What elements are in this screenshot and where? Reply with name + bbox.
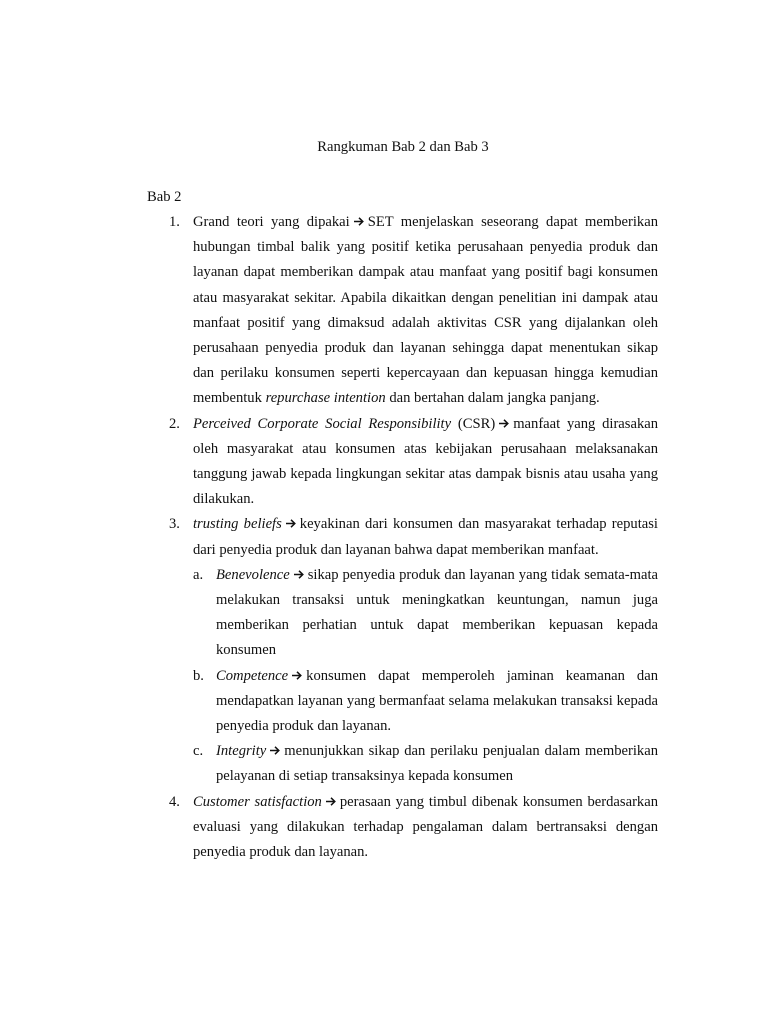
sub-item-paragraph bbox=[216, 563, 658, 664]
arrow-right-icon bbox=[292, 671, 302, 680]
sub-item-paragraph bbox=[216, 664, 658, 740]
item-term: Perceived Corporate Social Responsibility bbox=[193, 415, 452, 432]
item-paragraph bbox=[193, 412, 658, 513]
list-item bbox=[147, 512, 658, 789]
arrow-right-icon bbox=[499, 419, 509, 428]
item-description-end: dan bertahan dalam jangka panjang. bbox=[389, 390, 600, 407]
sub-list bbox=[193, 563, 658, 790]
list-item bbox=[147, 412, 658, 513]
sub-item-term: Competence bbox=[216, 667, 289, 684]
item-number: 2. bbox=[169, 415, 180, 432]
sub-list-item bbox=[193, 664, 658, 740]
sub-list-item bbox=[193, 563, 658, 664]
item-italic-term: repurchase intention bbox=[265, 390, 386, 407]
arrow-right-icon bbox=[286, 519, 296, 528]
item-term-suffix: (CSR) bbox=[457, 415, 496, 432]
item-number: 4. bbox=[169, 793, 180, 810]
sub-item-letter: a. bbox=[193, 566, 204, 583]
sub-item-description: menunjukkan sikap dan perilaku penjualan dalam memberikan pelayanan di setiap transaksinya kepada konsumen bbox=[216, 743, 658, 785]
item-paragraph bbox=[193, 790, 658, 866]
item-description: perasaan yang timbul dibenak konsumen berdasarkan evaluasi yang dilakukan terhadap pengalaman dalam bertransaksi dengan penyedia produk dan layanan. bbox=[193, 793, 658, 861]
item-term: Customer satisfaction bbox=[193, 793, 322, 810]
summary-list bbox=[147, 210, 658, 865]
section-heading: Bab 2 bbox=[147, 189, 182, 205]
arrow-right-icon bbox=[326, 797, 336, 806]
sub-item-letter: b. bbox=[193, 667, 204, 684]
document-title: Rangkuman Bab 2 dan Bab 3 bbox=[317, 139, 489, 155]
item-paragraph bbox=[193, 210, 658, 412]
list-item bbox=[147, 210, 658, 412]
arrow-right-icon bbox=[354, 217, 364, 226]
sub-item-description: konsumen dapat memperoleh jaminan keamanan dan mendapatkan layanan yang bermanfaat selama melakukan transaksi kepada penyedia produk dan layanan. bbox=[216, 667, 658, 735]
item-description: keyakinan dari konsumen dan masyarakat terhadap reputasi dari penyedia produk dan layanan bahwa dapat memberikan manfaat. bbox=[193, 516, 658, 558]
sub-item-paragraph bbox=[216, 739, 658, 789]
sub-item-term: Benevolence bbox=[216, 566, 290, 583]
sub-item-term: Integrity bbox=[216, 743, 267, 760]
item-number: 3. bbox=[169, 516, 180, 533]
arrow-right-icon bbox=[270, 746, 280, 755]
item-term: Grand teori yang dipakai bbox=[193, 214, 350, 230]
item-number: 1. bbox=[169, 214, 180, 230]
list-item bbox=[147, 790, 658, 866]
item-description: manfaat yang dirasakan oleh masyarakat atau konsumen atas kebijakan perusahaan melaksanakan tanggung jawab kepada lingkungan sekitar atas dampak bisnis atau usaha yang dilakukan. bbox=[193, 415, 659, 508]
item-description: SET menjelaskan seseorang dapat memberikan hubungan timbal balik yang positif ketika perusahaan penyedia produk dan layanan dapat memberikan dampak atau manfaat yang positif bagi konsumen atau masyarakat sekitar. Apabila dikaitkan dengan penelitian ini dampak atau manfaat positif yang dimaksud adalah aktivitas CSR yang dijalankan oleh perusahaan penyedia produk dan layanan sehingga dapat menentukan sikap dan perilaku konsumen seperti kepercayaan dan kepuasan hingga kemudian membentuk bbox=[193, 214, 658, 407]
sub-item-description: sikap penyedia produk dan layanan yang tidak semata-mata melakukan transaksi untuk meningkatkan keuntungan, namun juga memberikan perhatian untuk dapat memberikan kepuasan kepada konsumen bbox=[216, 566, 658, 659]
item-term: trusting beliefs bbox=[193, 516, 282, 533]
item-paragraph bbox=[193, 512, 658, 562]
sub-item-letter: c. bbox=[193, 743, 204, 760]
sub-list-item bbox=[193, 739, 658, 789]
arrow-right-icon bbox=[294, 570, 304, 579]
